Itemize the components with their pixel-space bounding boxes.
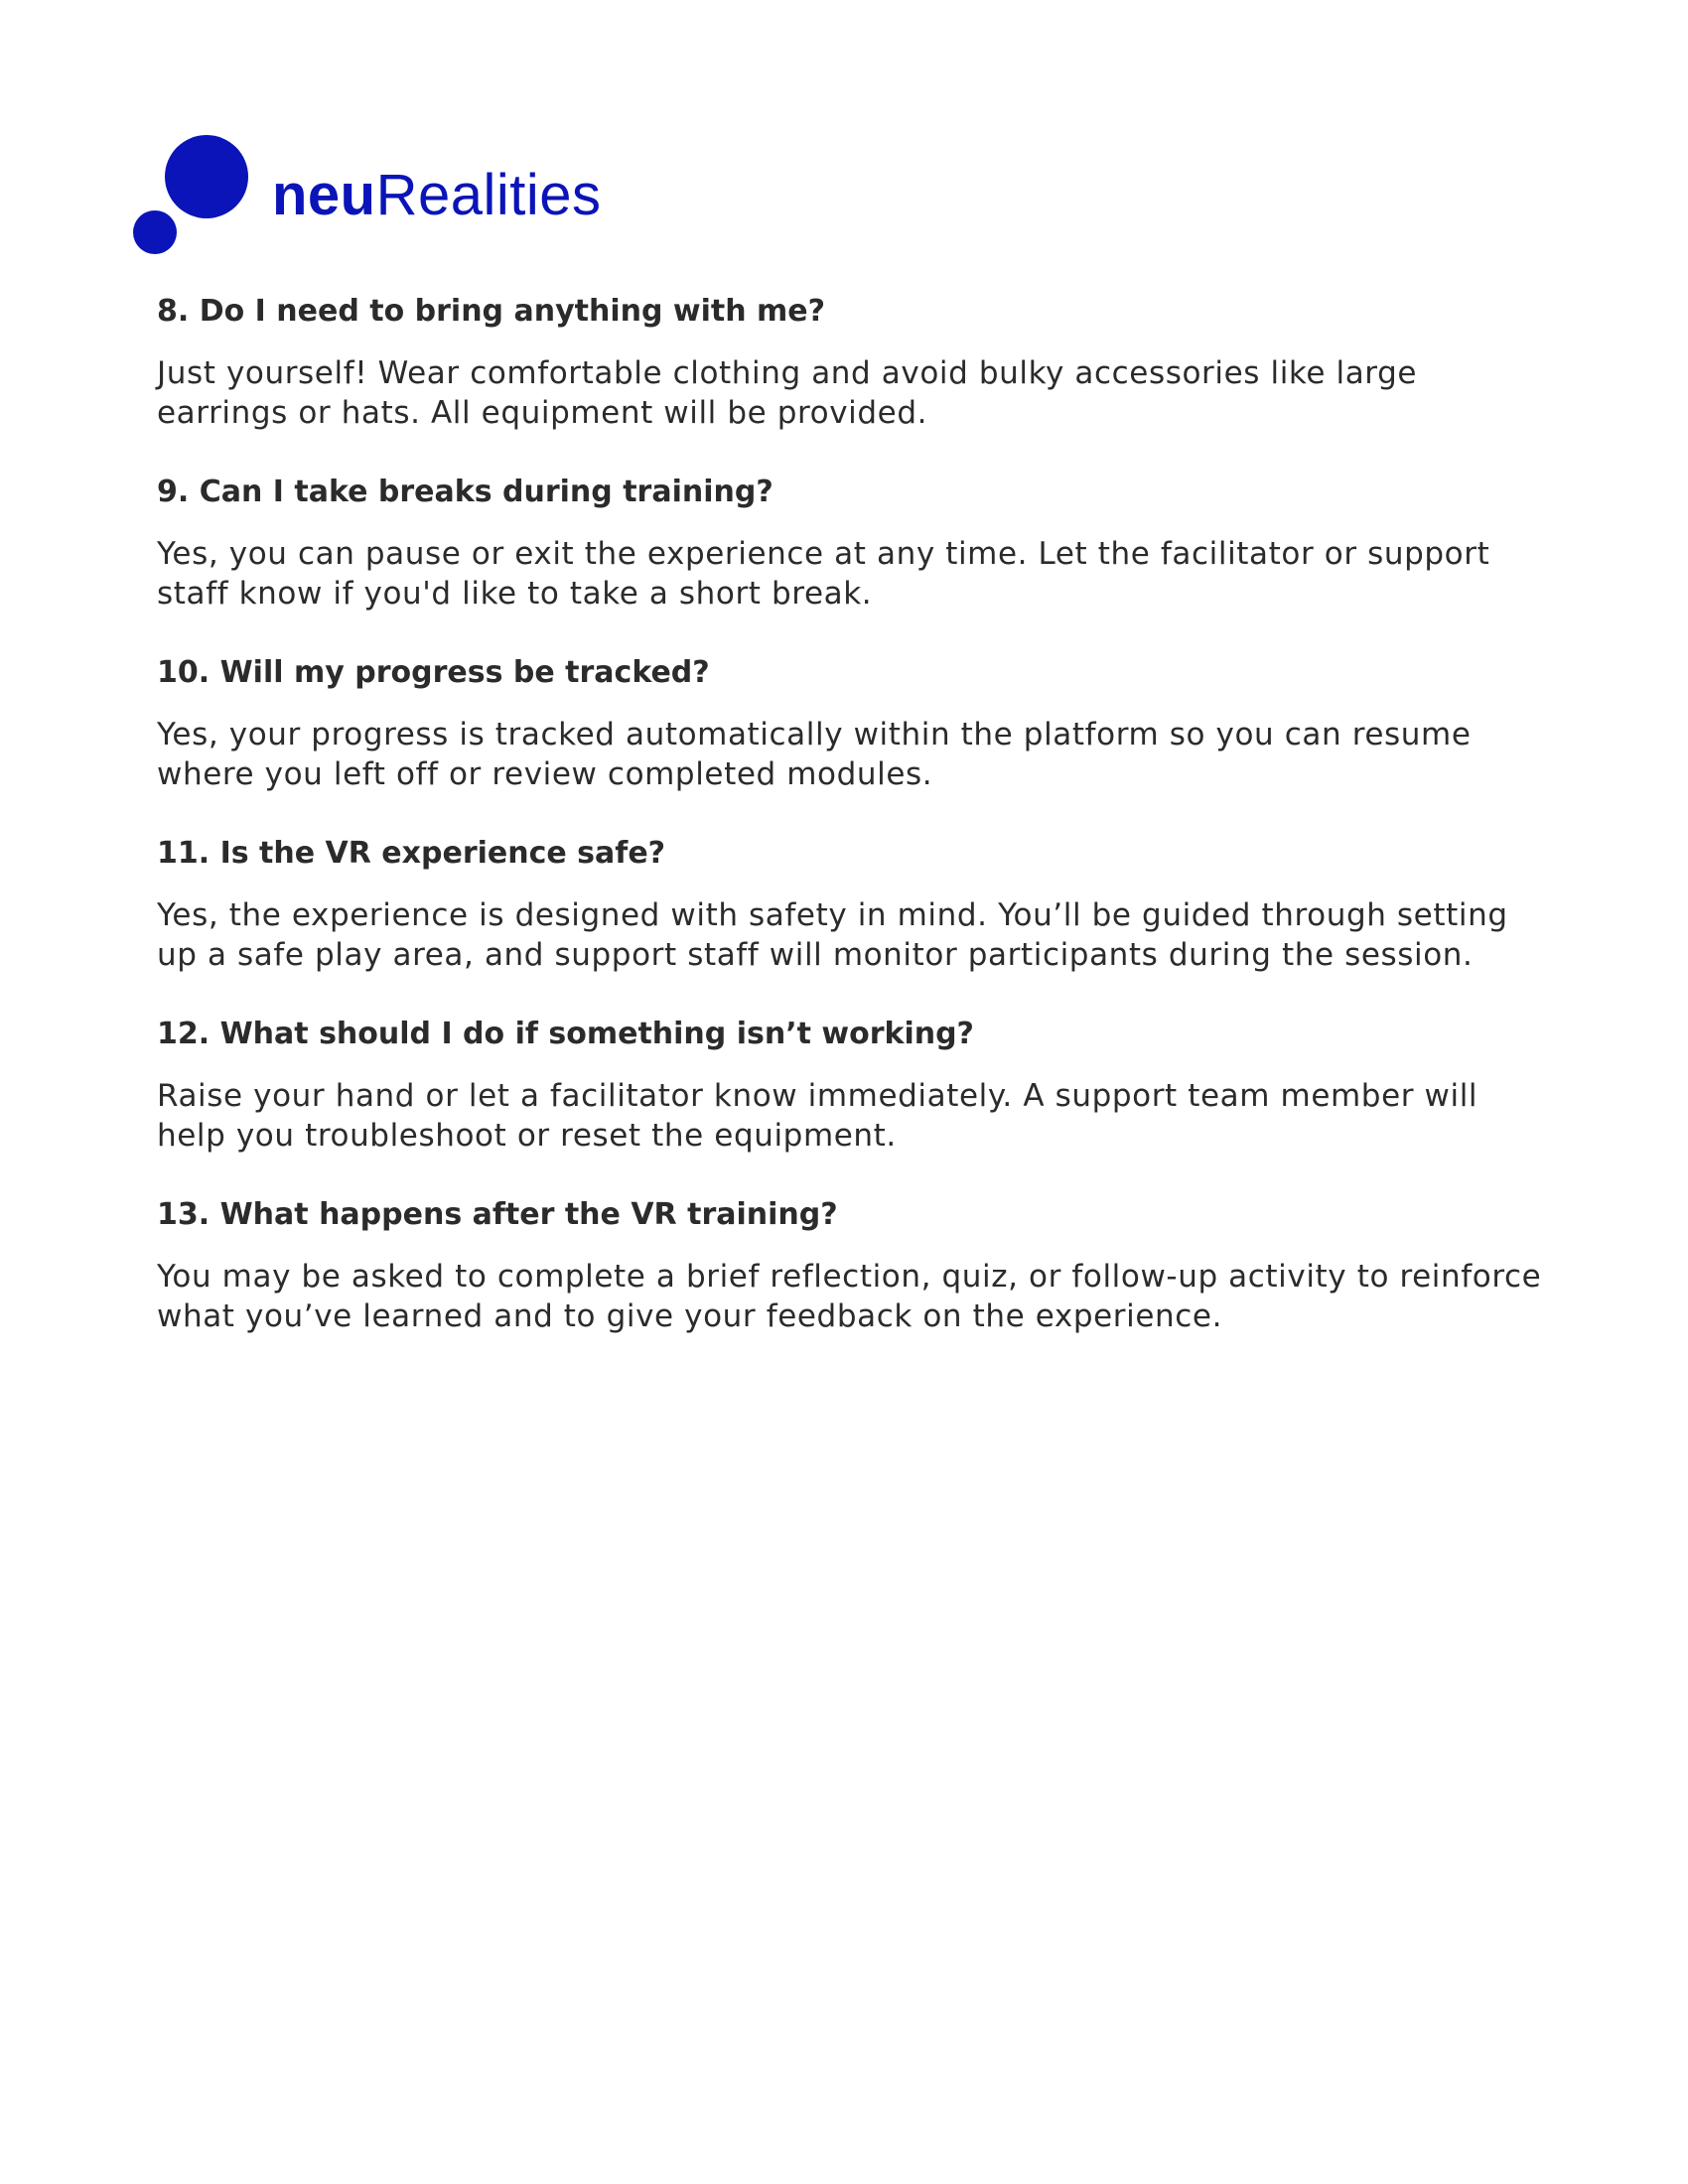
faq-answer: Just yourself! Wear comfortable clothing and avoid bulky accessories like large earrings or hats. All equipment will be provided. — [157, 355, 1418, 431]
faq-question: 9. Can I take breaks during training? — [157, 475, 774, 509]
faq-question: 13. What happens after the VR training? — [157, 1197, 838, 1232]
faq-item — [157, 473, 1547, 614]
faq-question: 10. Will my progress be tracked? — [157, 655, 710, 690]
faq-item — [157, 1015, 1547, 1156]
faq-answer: Raise your hand or let a facilitator know immediately. A support team member will help you troubleshoot or reset the equipment. — [157, 1078, 1478, 1154]
faq-item — [157, 292, 1547, 433]
brand-name-bold: neu — [272, 163, 376, 227]
brand-wordmark — [272, 161, 602, 230]
faq-answer: Yes, the experience is designed with safety in mind. You’ll be guided through setting up a safe play area, and support staff will monitor participants during the session. — [157, 897, 1508, 973]
faq-question: 8. Do I need to bring anything with me? — [157, 294, 826, 329]
faq-question: 12. What should I do if something isn’t working? — [157, 1017, 974, 1051]
faq-list — [157, 292, 1547, 1376]
faq-item — [157, 653, 1547, 794]
logo-circles-icon — [133, 135, 252, 256]
faq-answer: You may be asked to complete a brief reflection, quiz, or follow-up activity to reinforce what you’ve learned and to give your feedback on the experience. — [157, 1259, 1542, 1334]
brand-logo — [133, 135, 649, 256]
faq-item — [157, 834, 1547, 975]
faq-answer: Yes, your progress is tracked automatically within the platform so you can resume where you left off or review completed modules. — [157, 717, 1472, 792]
brand-name-regular: Realities — [375, 163, 602, 227]
faq-question: 11. Is the VR experience safe? — [157, 836, 666, 871]
faq-answer: Yes, you can pause or exit the experience at any time. Let the facilitator or support staff know if you'd like to take a short break. — [157, 536, 1490, 612]
faq-item — [157, 1195, 1547, 1336]
